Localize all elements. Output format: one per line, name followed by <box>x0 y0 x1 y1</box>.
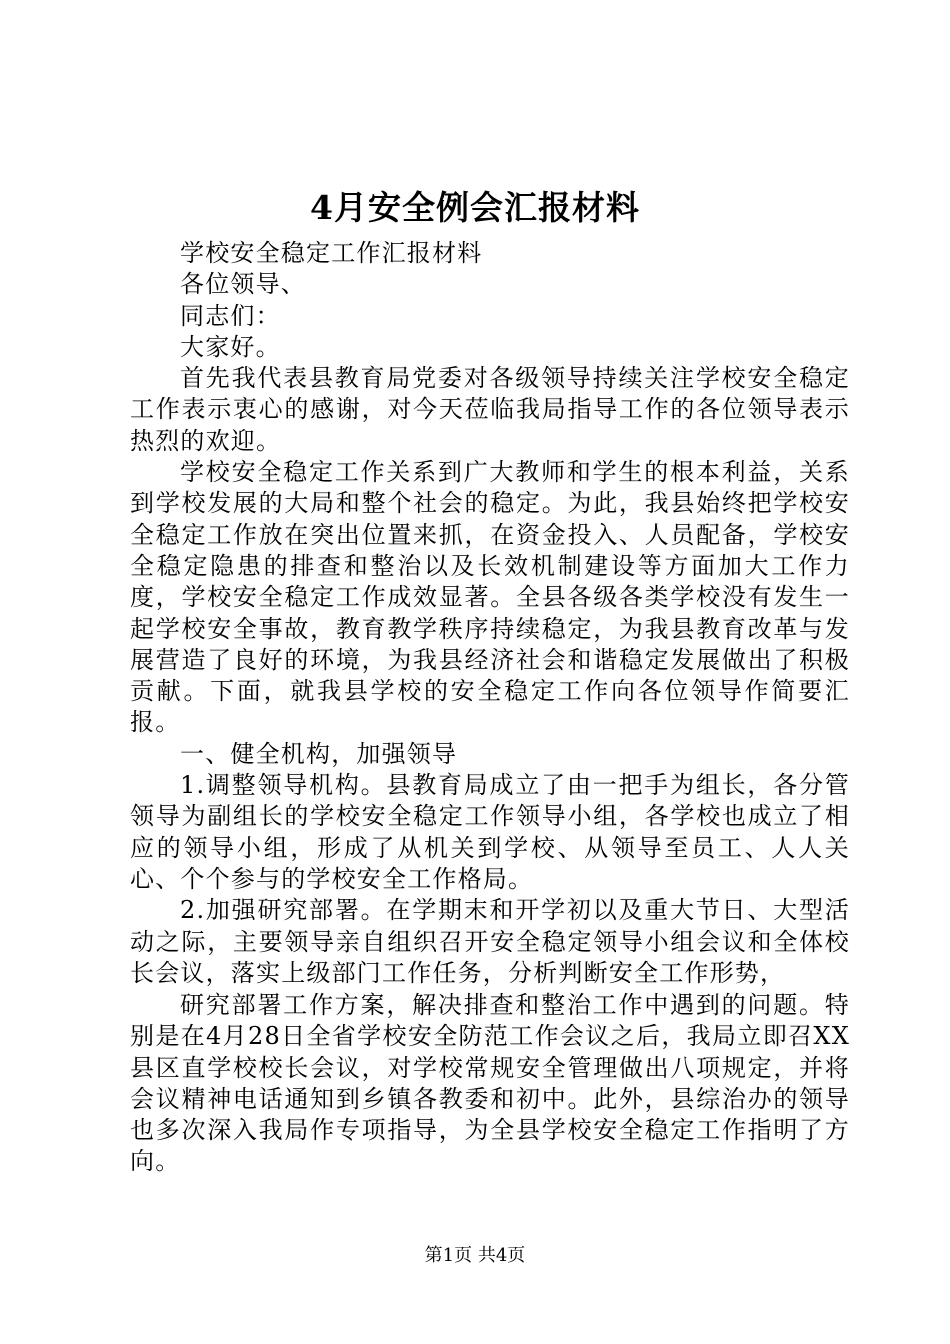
paragraph-salutation-comrades: 同志们： <box>180 301 281 330</box>
paragraph-item-2: 2.加强研究部署。在学期末和开学初以及重大节日、大型活动之际，主要领导亲自组织召开安全稳定领导小组会议和全体校长会议，落实上级部门工作任务，分析判断安全工作形势， <box>130 896 850 987</box>
document-body <box>130 238 850 989</box>
paragraph-greeting: 大家好。 <box>180 332 281 361</box>
page-footer: 第1页 共4页 <box>424 1245 526 1266</box>
paragraph-overview: 学校安全稳定工作关系到广大教师和学生的根本利益，关系到学校发展的大局和整个社会的稳定。为此，我县始终把学校安全稳定工作放在突出位置来抓，在资金投入、人员配备，学校安全稳定隐患的排查和整治以及长效机制建设等方面加大工作力度，学校安全稳定工作成效显著。全县各级各类学校没有发生一起学校安全事故，教育教学秩序持续稳定，为我县教育改革与发展营造了良好的环境，为我县经济社会和谐稳定发展做出了积极贡献。下面，就我县学校的安全稳定工作向各位领导作简要汇报。 <box>130 458 850 737</box>
paragraph-item-2-continued: 研究部署工作方案，解决排查和整治工作中遇到的问题。特别是在4月28日全省学校安全防范工作会议之后，我局立即召XX县区直学校校长会议，对学校常规安全管理做出八项规定，并将会议精神电话通知到乡镇各教委和初中。此外，县综治办的领导也多次深入我局作专项指导，为全县学校安全稳定工作指明了方向。 <box>130 991 850 1176</box>
paragraph-subtitle: 学校安全稳定工作汇报材料 <box>180 239 483 267</box>
paragraph-item-1: 1.调整领导机构。县教育局成立了由一把手为组长，各分管领导为副组长的学校安全稳定工作领导小组，各学校也成立了相应的领导小组，形成了从机关到学校、从领导至员工、人人关心、个个参与的学校安全工作格局。 <box>130 771 850 893</box>
paragraph-salutation-leaders: 各位领导、 <box>180 270 306 299</box>
document-body-continued <box>130 990 850 1178</box>
section-heading-1: 一、健全机构，加强领导 <box>180 739 458 768</box>
document-title: 4月安全例会汇报材料 <box>310 188 640 227</box>
paragraph-thanks: 首先我代表县教育局党委对各级领导持续关注学校安全稳定工作表示衷心的感谢，对今天莅临我局指导工作的各位领导表示热烈的欢迎。 <box>130 364 850 455</box>
